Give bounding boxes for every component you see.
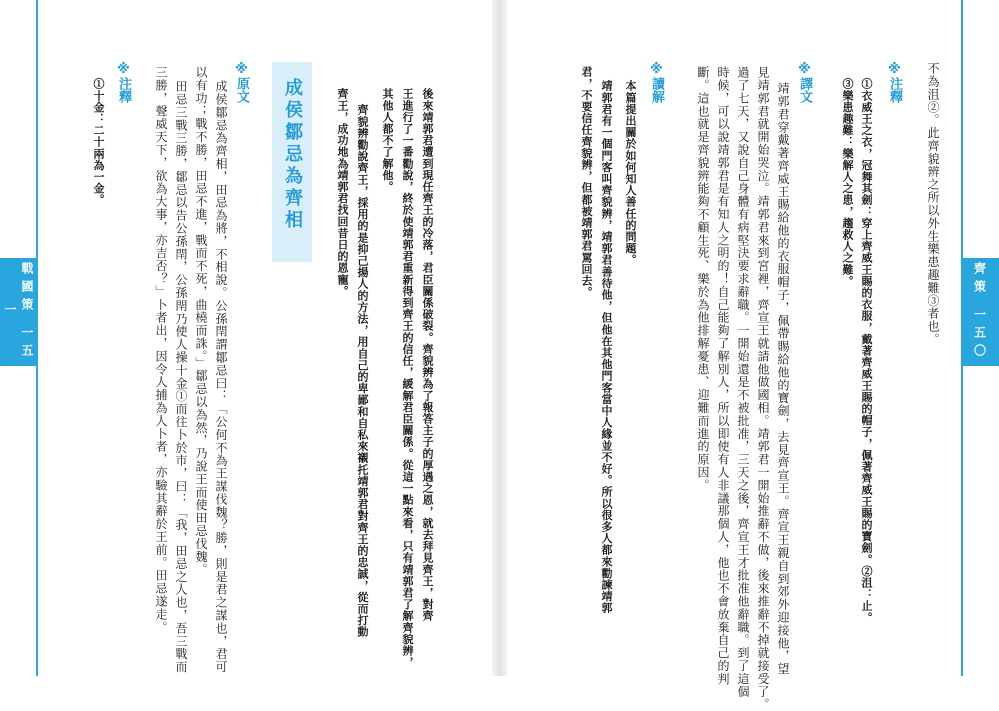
notes-heading-left: ※注釋 xyxy=(116,62,131,103)
translation-line-5: 斷。這也就是齊貌辨能夠不顧生死、樂於為他排解憂患、迎難而進的原因。 xyxy=(696,66,710,492)
right-page-tab: 齊策 一五〇 xyxy=(961,258,999,366)
book-gutter xyxy=(492,0,507,676)
reading-line-3: 君，不要信任齊貌辨，但都被靖郭君罵回去。 xyxy=(580,66,593,298)
translation-line-2: 見靖郭君就開始哭泣。靖郭君來到宮裡，齊宣王就請他做國相。靖郭君一開始推辭不做，後來推辭不掉就接受了。 xyxy=(756,66,770,711)
translation-line-4: 時候，可以說靖郭君是有知人之明的！自己能夠了解別人，所以即使有人非議那個人，他也不會放棄自己的判 xyxy=(716,66,730,686)
original-line-2: 以有功；戰不勝，田忌不進，戰而不死，曲橈而誅。」鄒忌以為然，乃說王而使田忌伐魏。 xyxy=(194,66,208,576)
note-right-2: ③樂患趣難：樂解人之患，趨救人之難。 xyxy=(841,78,854,287)
notes-heading-right: ※注釋 xyxy=(887,62,902,103)
note-right-1: ①衣威王之衣，冠舞其劍：穿上齊威王賜的衣服，戴著齊威王賜的帽子，佩著齊威王賜的寶劍。②沮：止。 xyxy=(860,78,873,624)
original-heading: ※原文 xyxy=(234,62,249,103)
reading-line-1: 本篇提出關於如何知人善任的問題。 xyxy=(624,80,637,266)
original-line-3: 田忌三戰三勝，鄒忌以告公孫閈，公孫閈乃使人操十金①而往卜於市，曰：「我，田忌之人也，吾三戰而 xyxy=(174,80,188,674)
continuation-line-2: 王進行了一番勸說，終於使靖郭君重新得到齊王的信任，緩解君臣關係。從這一點來看，只有靖郭君了解齊貌辨， xyxy=(401,88,414,668)
top-line: 不為沮②。此齊貌辨之所以外生樂患趣難③者也。 xyxy=(926,62,940,346)
continuation-line-5: 齊王，成功地為靖郭君找回昔日的恩寵。 xyxy=(336,88,349,297)
reading-line-2: 靖郭君有一個門客叫齊貌辨，靖郭君善待他，但他在其他門客當中人緣並不好。所以很多人都來勸諫靖郭 xyxy=(600,80,613,614)
continuation-line-1: 後來靖郭君遭到現任齊王的冷落，君臣關係破裂。齊貌辨為了報答主子的厚遇之恩，就去拜見齊王，對齊 xyxy=(421,88,434,622)
original-line-4: 三勝，聲威天下，欲為大事，亦吉否？」卜者出，因令人捕為人卜者，亦驗其辭於王前。田忌遂走。 xyxy=(154,66,168,634)
note-left-1: ①十金：二十兩為一金。 xyxy=(92,78,105,206)
reading-heading: ※讀解 xyxy=(649,62,664,103)
page-title: 成侯鄒忌為齊相 xyxy=(272,62,312,262)
original-line-1: 成侯鄒忌為齊相，田忌為將，不相說。公孫閈謂鄒忌曰：「公何不為王謀伐魏？勝，則是君之謀也，君可 xyxy=(214,80,228,674)
right-page xyxy=(507,0,999,711)
translation-line-1: 靖郭君穿戴著齊威王賜給他的衣服帽子，佩帶賜給他的寶劍，去見齊宣王。齊宣王親自到郊外迎接他，望 xyxy=(776,82,790,676)
translation-line-3: 過了七天，又說自己身體有病堅決要求辭職。一開始還是不被批准，三天之後，齊宣王才批准他辭職。到了這個 xyxy=(736,66,750,699)
continuation-line-4: 齊貌辨勸說齊王，採用的是抑己揚人的方法，用自己的卑鄙和自私來襯托靖郭君對齊王的忠誠，從而打動 xyxy=(356,104,369,638)
left-page-tab: 戰國策 一五一 xyxy=(0,258,38,366)
left-page xyxy=(0,0,492,676)
translation-heading: ※譯文 xyxy=(797,62,812,103)
continuation-line-3: 其他人都不了解他。 xyxy=(381,88,394,193)
